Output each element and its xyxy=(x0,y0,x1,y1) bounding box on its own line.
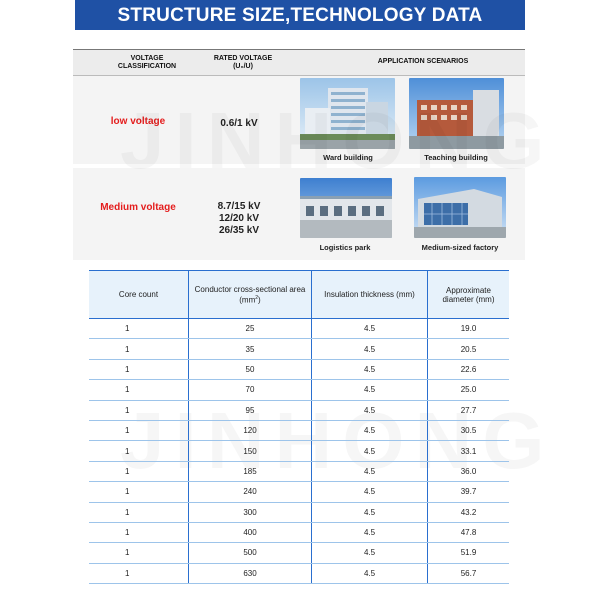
cell-area: 185 xyxy=(189,461,312,481)
cell-area: 630 xyxy=(189,563,312,583)
cell-core: 1 xyxy=(89,543,189,563)
table-row xyxy=(89,420,509,440)
table-row xyxy=(89,400,509,420)
cell-core: 1 xyxy=(89,482,189,502)
watermark-top xyxy=(120,95,555,187)
cell-insulation: 4.5 xyxy=(312,502,428,522)
table-row xyxy=(89,502,509,522)
cell-insulation: 4.5 xyxy=(312,543,428,563)
caption-medium-sized-factory: Medium-sized factory xyxy=(421,243,499,252)
cell-insulation: 4.5 xyxy=(312,319,428,339)
header-insulation-thickness: Insulation thickness (mm) xyxy=(312,271,428,319)
cell-area: 95 xyxy=(189,400,312,420)
header-rated-voltage: RATED VOLTAGE (U₀/U) xyxy=(213,55,273,70)
cell-core: 1 xyxy=(89,359,189,379)
caption-logistics-park: Logistics park xyxy=(319,243,371,252)
cell-diameter: 39.7 xyxy=(428,482,510,502)
table-row xyxy=(89,461,509,481)
cell-area: 500 xyxy=(189,543,312,563)
voltage-class-medium: Medium voltage xyxy=(100,202,176,213)
cell-diameter: 43.2 xyxy=(428,502,510,522)
cell-core: 1 xyxy=(89,522,189,542)
cell-core: 1 xyxy=(89,461,189,481)
cell-diameter: 30.5 xyxy=(428,420,510,440)
cell-diameter: 56.7 xyxy=(428,563,510,583)
page-title: STRUCTURE SIZE,TECHNOLOGY DATA xyxy=(75,0,525,30)
cell-core: 1 xyxy=(89,420,189,440)
cell-core: 1 xyxy=(89,400,189,420)
cell-diameter: 20.5 xyxy=(428,339,510,359)
table-row xyxy=(89,359,509,379)
cell-diameter: 22.6 xyxy=(428,359,510,379)
cell-insulation: 4.5 xyxy=(312,400,428,420)
cell-core: 1 xyxy=(89,441,189,461)
header-core-count: Core count xyxy=(89,271,189,319)
cell-diameter: 27.7 xyxy=(428,400,510,420)
table-row xyxy=(89,380,509,400)
cell-core: 1 xyxy=(89,339,189,359)
cell-area: 70 xyxy=(189,380,312,400)
cell-insulation: 4.5 xyxy=(312,482,428,502)
cell-diameter: 47.8 xyxy=(428,522,510,542)
cell-core: 1 xyxy=(89,380,189,400)
caption-ward-building: Ward building xyxy=(323,153,373,162)
caption-teaching-building: Teaching building xyxy=(424,153,488,162)
cell-core: 1 xyxy=(89,502,189,522)
cell-area: 300 xyxy=(189,502,312,522)
header-application-scenarios: APPLICATION SCENARIOS xyxy=(377,58,469,65)
cell-diameter: 33.1 xyxy=(428,441,510,461)
rated-voltage-medium-3: 26/35 kV xyxy=(218,225,260,236)
cell-diameter: 51.9 xyxy=(428,543,510,563)
voltage-table-header xyxy=(73,49,525,76)
spec-table-header xyxy=(89,271,509,319)
rated-voltage-low: 0.6/1 kV xyxy=(220,118,258,129)
cell-area: 35 xyxy=(189,339,312,359)
cell-insulation: 4.5 xyxy=(312,380,428,400)
rated-voltage-medium-1: 8.7/15 kV xyxy=(217,201,261,212)
cell-core: 1 xyxy=(89,563,189,583)
cell-area: 25 xyxy=(189,319,312,339)
cell-area: 120 xyxy=(189,420,312,440)
table-row xyxy=(89,522,509,542)
header-voltage-classification: VOLTAGE CLASSIFICATION xyxy=(117,55,177,70)
table-row xyxy=(89,543,509,563)
table-row xyxy=(89,441,509,461)
cell-area: 400 xyxy=(189,522,312,542)
spec-table xyxy=(89,270,509,584)
cell-insulation: 4.5 xyxy=(312,461,428,481)
cell-insulation: 4.5 xyxy=(312,441,428,461)
voltage-class-low: low voltage xyxy=(110,116,166,127)
table-row xyxy=(89,339,509,359)
cell-area: 150 xyxy=(189,441,312,461)
cell-diameter: 36.0 xyxy=(428,461,510,481)
rated-voltage-medium-2: 12/20 kV xyxy=(218,213,260,224)
header-approximate-diameter: Approximate diameter (mm) xyxy=(428,271,510,319)
cell-insulation: 4.5 xyxy=(312,420,428,440)
cell-area: 50 xyxy=(189,359,312,379)
cell-insulation: 4.5 xyxy=(312,359,428,379)
cell-area: 240 xyxy=(189,482,312,502)
cell-diameter: 19.0 xyxy=(428,319,510,339)
table-row xyxy=(89,482,509,502)
cell-insulation: 4.5 xyxy=(312,522,428,542)
cell-insulation: 4.5 xyxy=(312,339,428,359)
logistics-park-photo xyxy=(300,178,392,238)
cell-insulation: 4.5 xyxy=(312,563,428,583)
table-row xyxy=(89,319,509,339)
table-row xyxy=(89,563,509,583)
cell-core: 1 xyxy=(89,319,189,339)
cell-diameter: 25.0 xyxy=(428,380,510,400)
header-conductor-area: Conductor cross-sectional area $(mm^2)$ xyxy=(189,271,312,319)
